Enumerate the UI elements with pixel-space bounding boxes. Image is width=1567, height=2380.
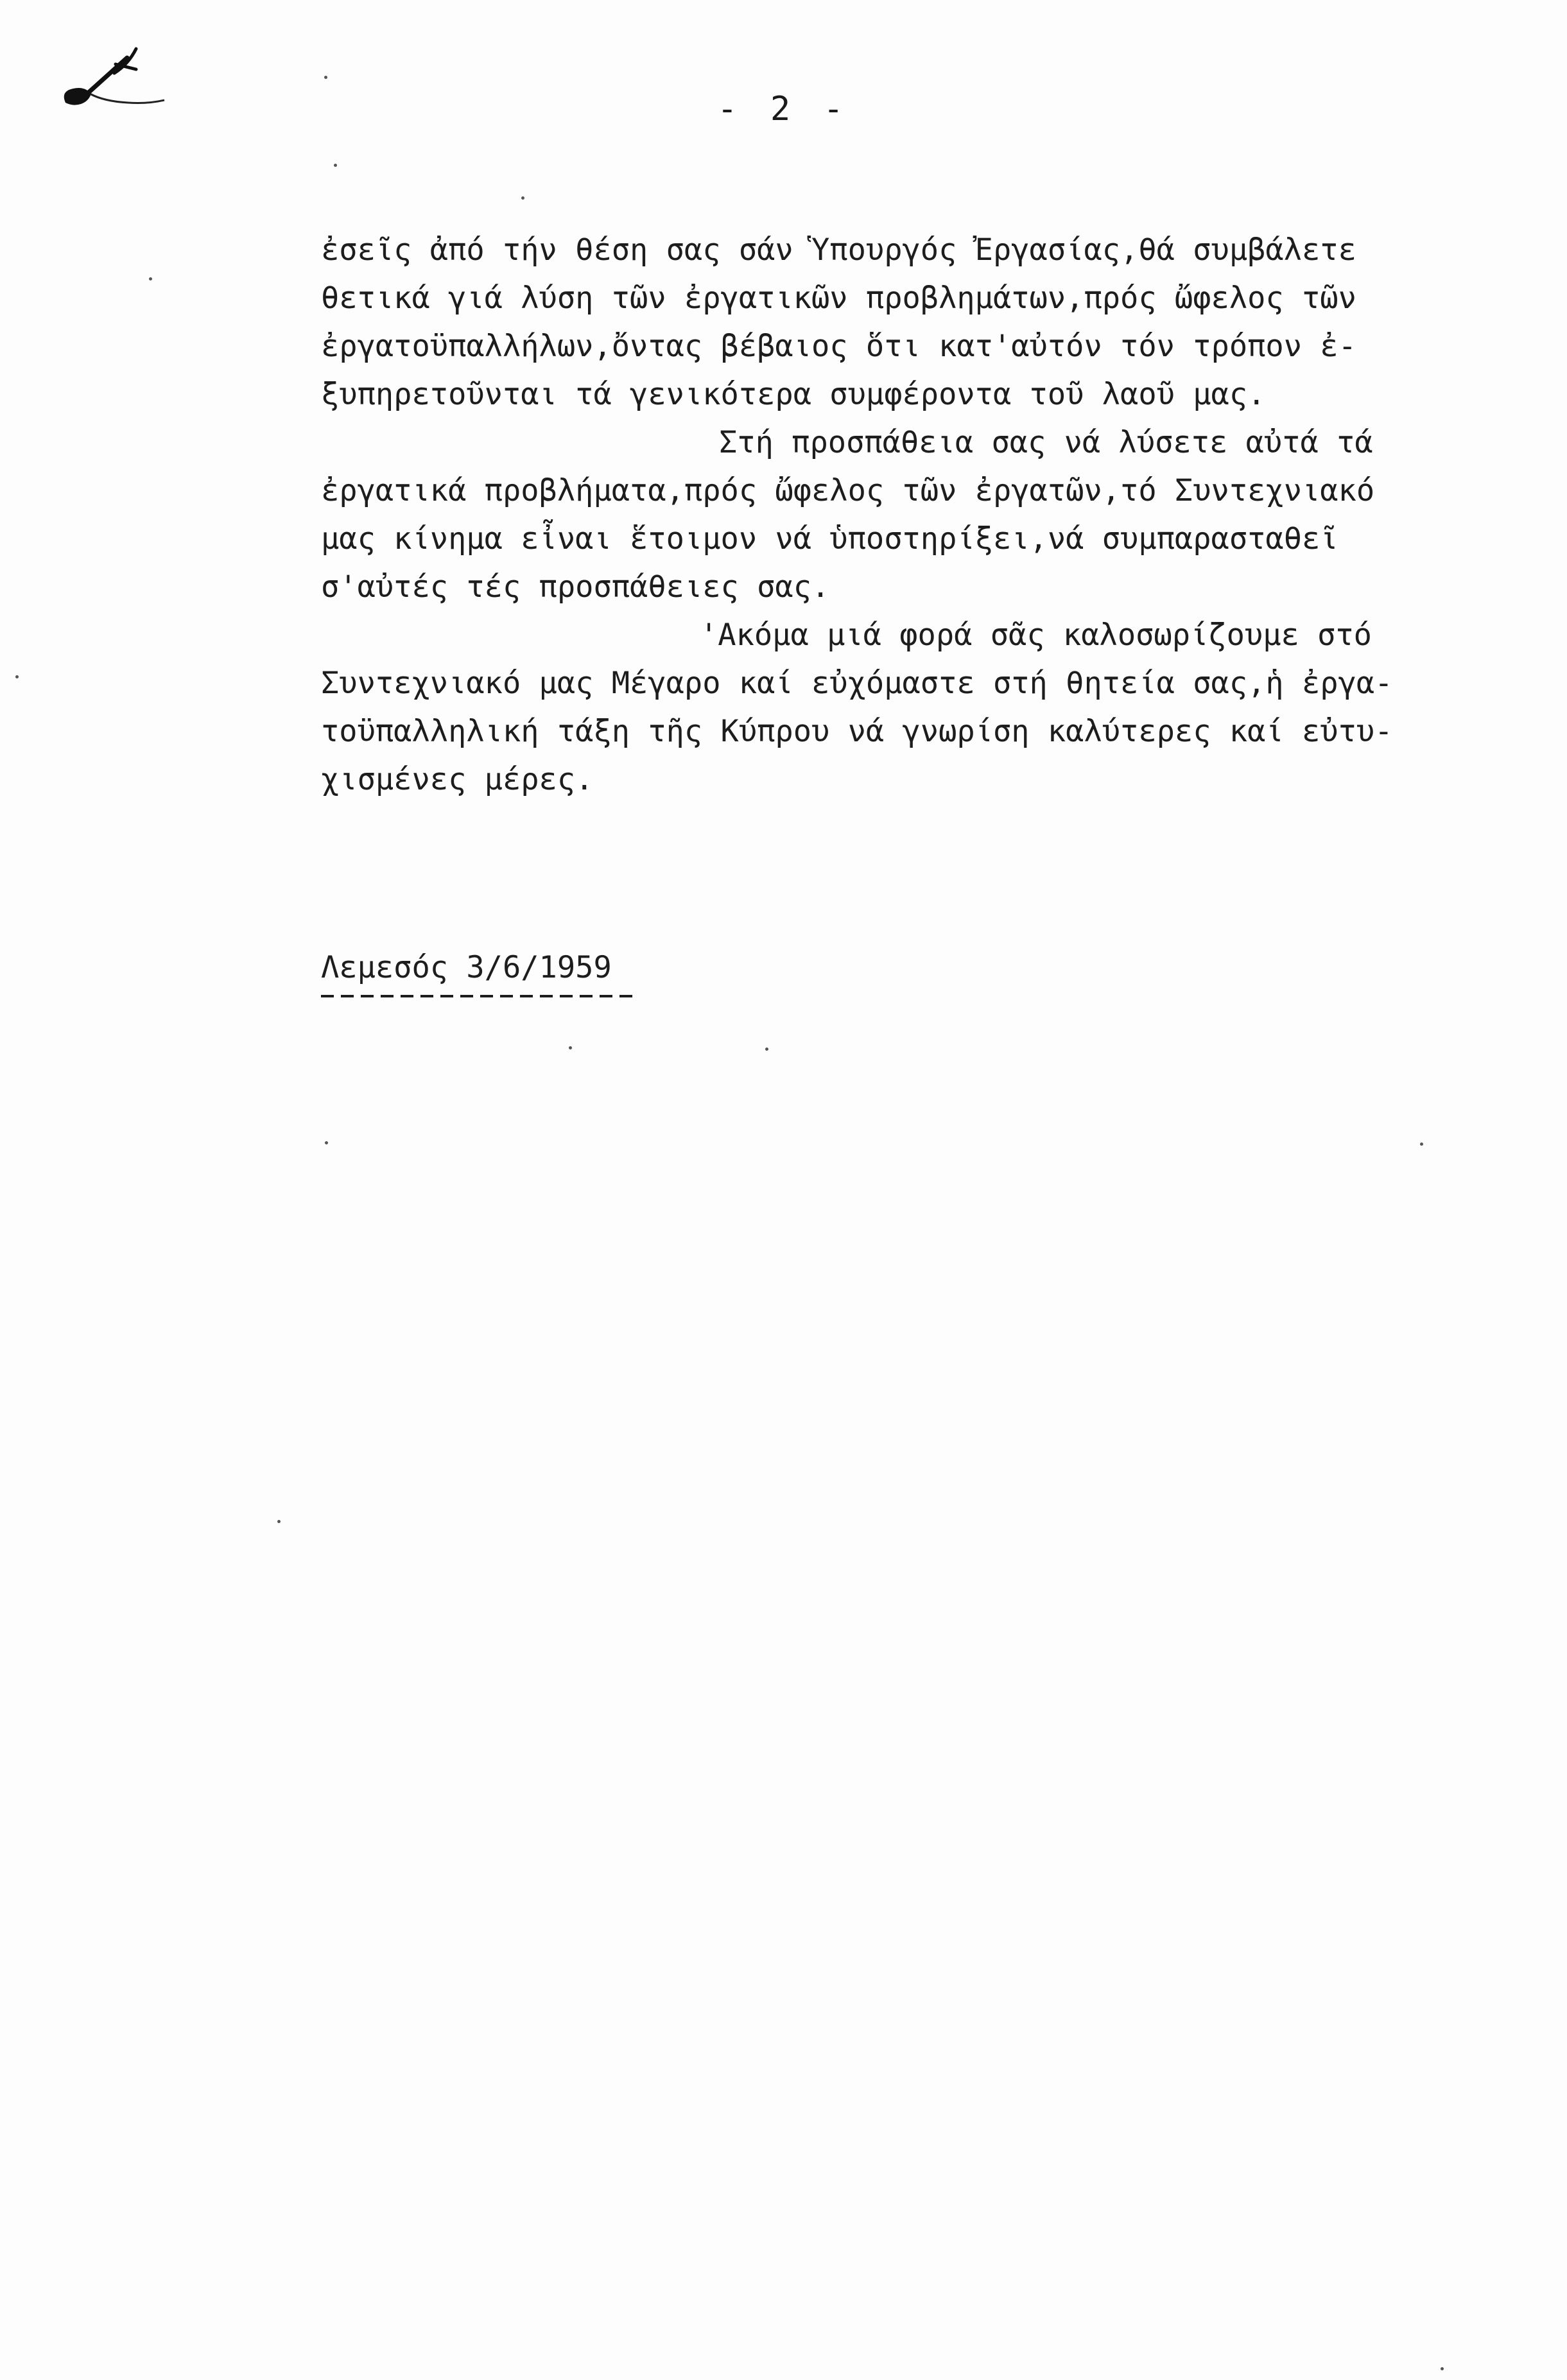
letter-line: σ'αὐτές τές προσπάθειες σας. — [321, 569, 830, 605]
letter-line: τοϋπαλληλική τάξη τῆς Κύπρου νά γνωρίση καλύτερες καί εὐτυ- — [321, 714, 1393, 749]
letter-line: Συντεχνιακό μας Μέγαρο καί εὐχόμαστε στή θητεία σας,ἡ ἐργα- — [321, 666, 1393, 701]
dashed-underline — [321, 991, 636, 1000]
letter-line: Στή προσπάθεια σας νά λύσετε αὐτά τά — [719, 425, 1373, 460]
scan-speck — [1441, 2367, 1444, 2370]
scan-speck — [765, 1048, 768, 1051]
scan-speck — [1420, 1143, 1423, 1146]
scan-speck — [277, 1520, 281, 1523]
scan-speck — [325, 1141, 328, 1144]
letter-line: 'Ακόμα μιά φορά σᾶς καλοσωρίζουμε στό — [700, 617, 1372, 653]
scan-speck — [15, 675, 19, 678]
letter-line: χισμένες μέρες. — [321, 762, 594, 797]
place-date-block — [321, 949, 636, 1000]
scan-speck — [521, 196, 524, 200]
scan-speck — [569, 1046, 572, 1049]
place-date: Λεμεσός 3/6/1959 — [321, 950, 612, 985]
letter-line: ξυπηρετοῦνται τά γενικότερα συμφέροντα τοῦ λαοῦ μας. — [321, 377, 1266, 412]
letter-line: μας κίνημα εἶναι ἕτοιμον νά ὑποστηρίξει,νά συμπαρασταθεῖ — [321, 521, 1338, 556]
letter-line: ἐσεῖς ἀπό τήν θέση σας σάν Ὑπουργός Ἐργασίας,θά συμβάλετε — [321, 232, 1356, 268]
letter-line: ἐργατοϋπαλλήλων,ὄντας βέβαιος ὅτι κατ'αὐτόν τόν τρόπον ἐ- — [321, 329, 1356, 364]
page-number: - 2 - — [717, 90, 850, 128]
letter-body — [321, 226, 1476, 804]
scan-speck — [334, 164, 337, 167]
letter-line: θετικά γιά λύση τῶν ἐργατικῶν προβλημάτων,πρός ὤφελος τῶν — [321, 280, 1356, 316]
scan-speck — [149, 277, 152, 280]
scan-speck — [324, 76, 327, 79]
letter-line: ἐργατικά προβλήματα,πρός ὤφελος τῶν ἐργατῶν,τό Συντεχνιακό — [321, 473, 1375, 508]
